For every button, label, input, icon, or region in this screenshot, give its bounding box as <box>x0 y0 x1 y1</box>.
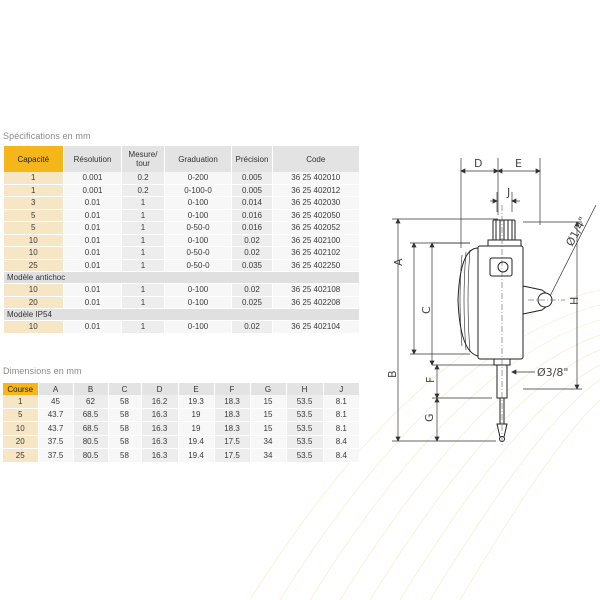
dimensions-table <box>3 383 359 463</box>
dim-header-c: C <box>108 383 141 395</box>
cell-c: 58 <box>108 435 141 449</box>
cell-precision: 0.016 <box>232 222 273 235</box>
cell-capacite: 10 <box>4 247 64 260</box>
cell-capacite: 3 <box>4 197 64 210</box>
cell-code: 36 25 402010 <box>273 172 359 184</box>
dim-header-e: E <box>178 383 214 395</box>
cell-j: 8.1 <box>323 422 359 436</box>
cell-d: 16.3 <box>141 422 178 436</box>
cell-resolution: 0.001 <box>64 184 122 197</box>
label-dia-quarter: Ø1/4" <box>563 214 590 249</box>
cell-d: 16.2 <box>141 395 178 408</box>
cell-course: 20 <box>3 435 38 449</box>
cell-d: 16.3 <box>141 449 178 463</box>
dim-header-d: D <box>141 383 178 395</box>
cell-c: 58 <box>108 422 141 436</box>
table-row <box>4 296 359 309</box>
dim-header-j: J <box>323 383 359 395</box>
table-row <box>3 422 359 436</box>
cell-f: 17.5 <box>214 449 250 463</box>
cell-resolution: 0.01 <box>64 247 122 260</box>
cell-mesure: 1 <box>122 209 165 222</box>
dim-header-course: Course <box>3 383 38 395</box>
cell-h: 53.5 <box>286 408 323 422</box>
cell-precision: 0.02 <box>232 284 273 297</box>
cell-h: 53.5 <box>286 449 323 463</box>
cell-precision: 0.005 <box>232 172 273 184</box>
cell-g: 15 <box>250 422 286 436</box>
cell-resolution: 0.01 <box>64 284 122 297</box>
dim-header-f: F <box>214 383 250 395</box>
cell-mesure: 1 <box>122 259 165 272</box>
cell-mesure: 0.2 <box>122 172 165 184</box>
cell-f: 18.3 <box>214 422 250 436</box>
cell-capacite: 1 <box>4 184 64 197</box>
cell-g: 15 <box>250 408 286 422</box>
cell-a: 45 <box>38 395 73 408</box>
label-b: B <box>386 370 399 378</box>
cell-graduation: 0-50-0 <box>165 222 232 235</box>
cell-graduation: 0-50-0 <box>165 259 232 272</box>
cell-c: 58 <box>108 408 141 422</box>
dim-header-a: A <box>38 383 73 395</box>
header-capacite: Capacité <box>4 146 64 172</box>
label-e: E <box>515 157 522 170</box>
group-row-antichoc <box>4 272 359 284</box>
cell-graduation: 0-100 <box>165 296 232 309</box>
cell-course: 5 <box>3 408 38 422</box>
spec-header-row <box>4 146 359 172</box>
cell-resolution: 0.01 <box>64 259 122 272</box>
table-row <box>4 222 359 235</box>
cell-f: 17.5 <box>214 435 250 449</box>
cell-e: 19 <box>178 422 214 436</box>
header-mesure-tour <box>122 146 165 172</box>
cell-graduation: 0-100 <box>165 209 232 222</box>
group-label-ip54: Modèle IP54 <box>4 309 359 321</box>
header-code: Code <box>273 146 359 172</box>
cell-e: 19.3 <box>178 395 214 408</box>
cell-resolution: 0.01 <box>64 296 122 309</box>
cell-mesure: 1 <box>122 222 165 235</box>
cell-j: 8.4 <box>323 449 359 463</box>
cell-b: 68.5 <box>73 422 108 436</box>
cell-h: 53.5 <box>286 435 323 449</box>
cell-j: 8.1 <box>323 408 359 422</box>
cell-capacite: 1 <box>4 172 64 184</box>
cell-a: 43.7 <box>38 408 73 422</box>
table-row <box>4 321 359 334</box>
cell-graduation: 0-100-0 <box>165 184 232 197</box>
cell-d: 16.3 <box>141 408 178 422</box>
cell-b: 68.5 <box>73 408 108 422</box>
cell-e: 19 <box>178 408 214 422</box>
label-g: G <box>423 413 436 422</box>
cell-mesure: 1 <box>122 296 165 309</box>
specifications-table <box>3 146 359 334</box>
table-row <box>3 449 359 463</box>
spec-section-title: Spécifications en mm <box>3 131 91 141</box>
cell-resolution: 0.01 <box>64 222 122 235</box>
cell-mesure: 1 <box>122 284 165 297</box>
cell-mesure: 1 <box>122 234 165 247</box>
cell-precision: 0.02 <box>232 321 273 334</box>
cell-g: 34 <box>250 449 286 463</box>
cell-capacite: 5 <box>4 209 64 222</box>
cell-a: 43.7 <box>38 422 73 436</box>
label-d: D <box>474 157 483 170</box>
cell-f: 18.3 <box>214 395 250 408</box>
table-row <box>4 209 359 222</box>
cell-resolution: 0.001 <box>64 172 122 184</box>
cell-mesure: 0.2 <box>122 184 165 197</box>
cell-resolution: 0.01 <box>64 209 122 222</box>
cell-a: 37.5 <box>38 449 73 463</box>
cell-g: 34 <box>250 435 286 449</box>
table-row <box>4 234 359 247</box>
header-mesure-line2: tour <box>136 159 150 168</box>
cell-j: 8.4 <box>323 435 359 449</box>
cell-code: 36 25 402030 <box>273 197 359 210</box>
cell-code: 36 25 402250 <box>273 259 359 272</box>
label-c: C <box>420 306 433 314</box>
header-precision: Précision <box>232 146 273 172</box>
cell-precision: 0.014 <box>232 197 273 210</box>
leader-dia-quarter <box>548 205 596 300</box>
cell-capacite: 5 <box>4 222 64 235</box>
table-row <box>3 408 359 422</box>
cell-graduation: 0-100 <box>165 234 232 247</box>
cell-f: 18.3 <box>214 408 250 422</box>
table-row <box>4 247 359 260</box>
table-row <box>4 284 359 297</box>
cell-precision: 0.016 <box>232 209 273 222</box>
cell-graduation: 0-100 <box>165 197 232 210</box>
cell-d: 16.3 <box>141 435 178 449</box>
cell-course: 10 <box>3 422 38 436</box>
cell-resolution: 0.01 <box>64 234 122 247</box>
group-label-antichoc: Modèle antichoc <box>4 272 359 284</box>
table-row <box>4 172 359 184</box>
cell-resolution: 0.01 <box>64 197 122 210</box>
label-a: A <box>392 258 405 266</box>
cell-c: 58 <box>108 395 141 408</box>
cell-code: 36 25 402104 <box>273 321 359 334</box>
label-f: F <box>424 376 437 383</box>
cell-capacite: 10 <box>4 321 64 334</box>
cell-c: 58 <box>108 449 141 463</box>
cell-capacite: 10 <box>4 284 64 297</box>
cell-mesure: 1 <box>122 321 165 334</box>
stem-collar <box>488 240 521 246</box>
label-j: J <box>507 186 511 199</box>
cell-capacite: 10 <box>4 234 64 247</box>
cell-graduation: 0-200 <box>165 172 232 184</box>
label-dia-three-eighths: Ø3/8" <box>537 366 569 379</box>
cell-j: 8.1 <box>323 395 359 408</box>
table-row <box>3 435 359 449</box>
cell-g: 15 <box>250 395 286 408</box>
cell-code: 36 25 402012 <box>273 184 359 197</box>
header-mesure-line1: Mesure/ <box>128 150 158 159</box>
dim-header-row <box>3 383 359 395</box>
cell-graduation: 0-50-0 <box>165 247 232 260</box>
cell-precision: 0.005 <box>232 184 273 197</box>
cell-code: 36 25 402100 <box>273 234 359 247</box>
cell-capacite: 25 <box>4 259 64 272</box>
cell-code: 36 25 402050 <box>273 209 359 222</box>
cell-b: 62 <box>73 395 108 408</box>
cell-precision: 0.035 <box>232 259 273 272</box>
group-row-ip54 <box>4 309 359 321</box>
table-row <box>3 395 359 408</box>
cell-h: 53.5 <box>286 395 323 408</box>
cell-precision: 0.025 <box>232 296 273 309</box>
table-row <box>4 197 359 210</box>
cell-mesure: 1 <box>122 247 165 260</box>
cell-capacite: 20 <box>4 296 64 309</box>
cell-precision: 0.02 <box>232 234 273 247</box>
cell-code: 36 25 402208 <box>273 296 359 309</box>
cell-graduation: 0-100 <box>165 284 232 297</box>
header-resolution: Résolution <box>64 146 122 172</box>
cell-h: 53.5 <box>286 422 323 436</box>
header-graduation: Graduation <box>165 146 232 172</box>
cell-b: 80.5 <box>73 449 108 463</box>
cell-b: 80.5 <box>73 435 108 449</box>
cell-mesure: 1 <box>122 197 165 210</box>
dial-indicator-drawing <box>370 140 600 470</box>
cell-code: 36 25 402052 <box>273 222 359 235</box>
cell-a: 37.5 <box>38 435 73 449</box>
table-row <box>4 259 359 272</box>
dim-header-b: B <box>73 383 108 395</box>
label-h: H <box>568 296 581 305</box>
cell-precision: 0.02 <box>232 247 273 260</box>
cell-e: 19.4 <box>178 449 214 463</box>
dim-header-h: H <box>286 383 323 395</box>
cell-course: 25 <box>3 449 38 463</box>
cell-code: 36 25 402108 <box>273 284 359 297</box>
cell-e: 19.4 <box>178 435 214 449</box>
cell-code: 36 25 402102 <box>273 247 359 260</box>
dim-section-title: Dimensions en mm <box>3 366 82 376</box>
cell-course: 1 <box>3 395 38 408</box>
dim-header-g: G <box>250 383 286 395</box>
cell-graduation: 0-100 <box>165 321 232 334</box>
cell-resolution: 0.01 <box>64 321 122 334</box>
table-row <box>4 184 359 197</box>
